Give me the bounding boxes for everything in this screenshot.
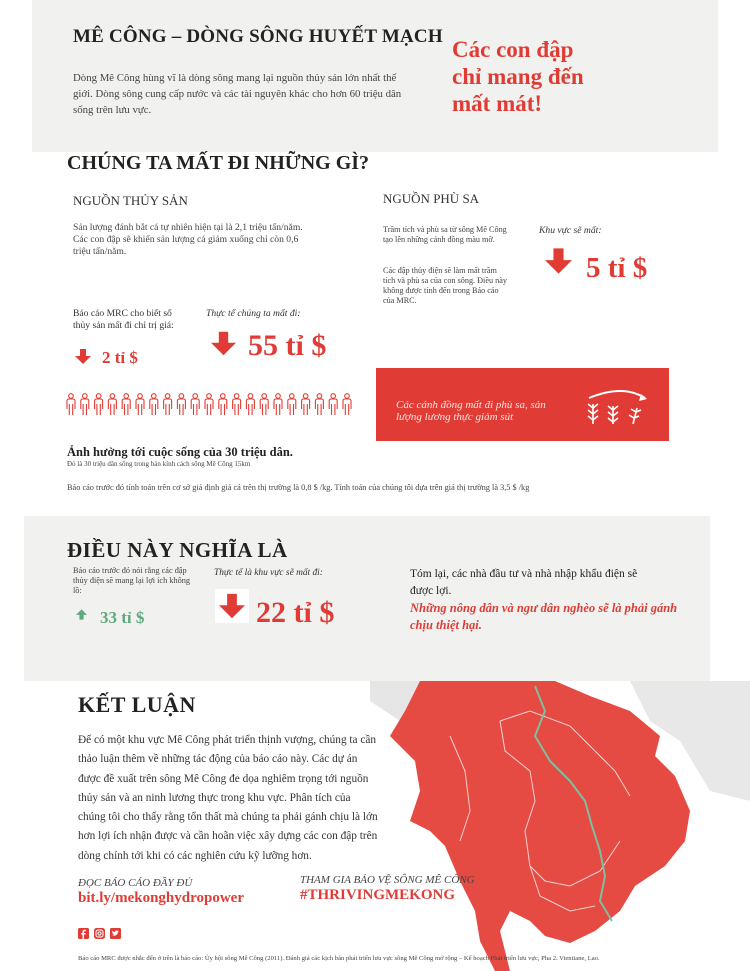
- facebook-icon[interactable]: [78, 928, 89, 939]
- wheat-icon: [583, 384, 655, 426]
- loss-footnote: Báo cáo trước đó tính toán trên cơ sở giả định giá cá trên thị trường là 0,8 $ /kg. Tính toán của chúng tôi dựa trên giá thị trường là 3,5 $ /kg: [67, 483, 530, 492]
- person-icon: [81, 394, 89, 415]
- person-icon: [302, 394, 310, 415]
- person-icon: [150, 394, 158, 415]
- down-arrow-icon: [211, 331, 236, 356]
- person-icon: [329, 394, 337, 415]
- meaning-real-label: Thực tế là khu vực sẽ mất đi:: [214, 568, 323, 578]
- silt-banner-text: Các cánh đồng mất đi phù sa, sản lượng lương thực giảm sút: [396, 399, 546, 423]
- person-icon: [260, 394, 268, 415]
- silt-text-1: Trầm tích và phù sa từ sông Mê Công tạo lên những cánh đồng màu mỡ.: [383, 225, 507, 244]
- meaning-prev-label: Báo cáo trước đó nói rằng các đập thủy điện sẽ mang lại lợi ích không lồ:: [73, 566, 191, 595]
- person-icon: [191, 394, 199, 415]
- read-report-link[interactable]: bit.ly/mekonghydropower: [78, 890, 244, 906]
- impact-title: Ảnh hưởng tới cuộc sống của 30 triệu dân.: [67, 445, 293, 459]
- instagram-icon[interactable]: [94, 928, 105, 939]
- twitter-icon[interactable]: [110, 928, 121, 939]
- source-note: Báo cáo MRC được nhắc đến ở trên là báo cáo: Ủy hội sông Mê Công (2011). Đánh giá các kịch bản phát triển lưu vực sông Mê Công mở rộng – Kế hoạch Phát triển lưu vực, Pha 2. Vientiane, Lao.: [78, 955, 600, 962]
- down-arrow-icon: [219, 593, 245, 619]
- real-fish-value: 55 tỉ $: [248, 329, 327, 362]
- intro-text: Dòng Mê Công hùng vĩ là dòng sông mang lại nguồn thủy sản lớn nhất thế giới. Dòng sông cung cấp nước và các tài nguyên khác cho hơn 60 triệu dân sống trên lưu vực.: [73, 72, 402, 116]
- mekong-map: [330, 681, 750, 971]
- loss-heading: CHÚNG TA MẤT ĐI NHỮNG GÌ?: [67, 152, 370, 174]
- silt-region-label: Khu vực sẽ mất:: [539, 225, 602, 236]
- read-report-label: ĐỌC BÁO CÁO ĐẦY ĐỦ: [78, 877, 193, 889]
- join-hashtag[interactable]: #THRIVINGMEKONG: [300, 887, 456, 903]
- person-icon: [205, 394, 213, 415]
- meaning-summary: Tóm lại, các nhà đầu tư và nhà nhập khẩu điện sẽ được lợi.: [410, 568, 638, 597]
- person-icon: [233, 394, 241, 415]
- person-icon: [95, 394, 103, 415]
- silt-region-value: 5 tỉ $: [586, 252, 648, 284]
- down-arrow-icon: [75, 349, 91, 364]
- page-title: MÊ CÔNG – DÒNG SÔNG HUYẾT MẠCH: [73, 26, 443, 47]
- person-icon: [246, 394, 254, 415]
- silt-text-2: Các đập thủy điện sẽ làm mất trầm tích và phù sa của con sông. Điều này không được tính đến trong Báo cáo của MRC.: [383, 266, 507, 305]
- person-icon: [343, 394, 351, 415]
- person-icon: [122, 394, 130, 415]
- person-icon: [177, 394, 185, 415]
- header-slogan: Các con đập chỉ mang đến mất mát!: [452, 37, 584, 116]
- up-arrow-icon: [76, 609, 87, 620]
- down-arrow-icon: [545, 248, 572, 274]
- conclusion-heading: KẾT LUẬN: [78, 692, 196, 717]
- person-icon: [164, 394, 172, 415]
- person-icon: [67, 394, 75, 415]
- mrc-fish-value: 2 tỉ $: [102, 348, 138, 367]
- conclusion-text: Để có một khu vực Mê Công phát triển thịnh vượng, chúng ta cần thảo luận thêm về những tác động của báo cáo này. Các dự án được đề xuất trên sông Mê Công đe dọa nghiêm trọng tới nguồn thủy sản và an ninh lương thực trong khu vực. Phân tích của chúng tôi cho thấy rằng tổn thất mà chúng ta phải gánh chịu là lớn hơn lợi ích nhận được và cần hoãn việc xây dựng các con đập trên dòng chính tới khi có các nghiên cứu kỹ lưỡng hơn.: [78, 734, 378, 862]
- person-icon: [108, 394, 116, 415]
- mrc-fish-label: Báo cáo MRC cho biết số thủy sản mất đi chỉ trị giá:: [73, 308, 174, 331]
- person-icon: [219, 394, 227, 415]
- meaning-emphasis: Những nông dân và ngư dân nghèo sẽ là phải gánh chịu thiệt hại.: [410, 601, 678, 632]
- impact-note: Đó là 30 triệu dân sống trong bán kính cách sông Mê Công 15km: [67, 460, 251, 468]
- person-icon: [288, 394, 296, 415]
- real-fish-label: Thực tế chúng ta mất đi:: [206, 308, 301, 319]
- person-icon: [136, 394, 144, 415]
- people-icon-row: [64, 392, 354, 416]
- person-icon: [315, 394, 323, 415]
- fish-title: NGUỒN THỦY SẢN: [73, 193, 188, 208]
- fish-text: Sản lượng đánh bắt cá tự nhiên hiện tại là 2,1 triệu tấn/năm. Các con đập sẽ khiến sản lượng cá giảm xuống chỉ còn 0,6 triệu tấn/năm.: [73, 222, 303, 257]
- meaning-heading: ĐIỀU NÀY NGHĨA LÀ: [67, 538, 288, 562]
- join-label: THAM GIA BẢO VỆ SÔNG MÊ CÔNG: [300, 874, 475, 886]
- silt-title: NGUỒN PHÙ SA: [383, 191, 480, 206]
- meaning-prev-value: 33 tỉ $: [100, 608, 145, 627]
- meaning-real-value: 22 tỉ $: [256, 596, 335, 629]
- person-icon: [274, 394, 282, 415]
